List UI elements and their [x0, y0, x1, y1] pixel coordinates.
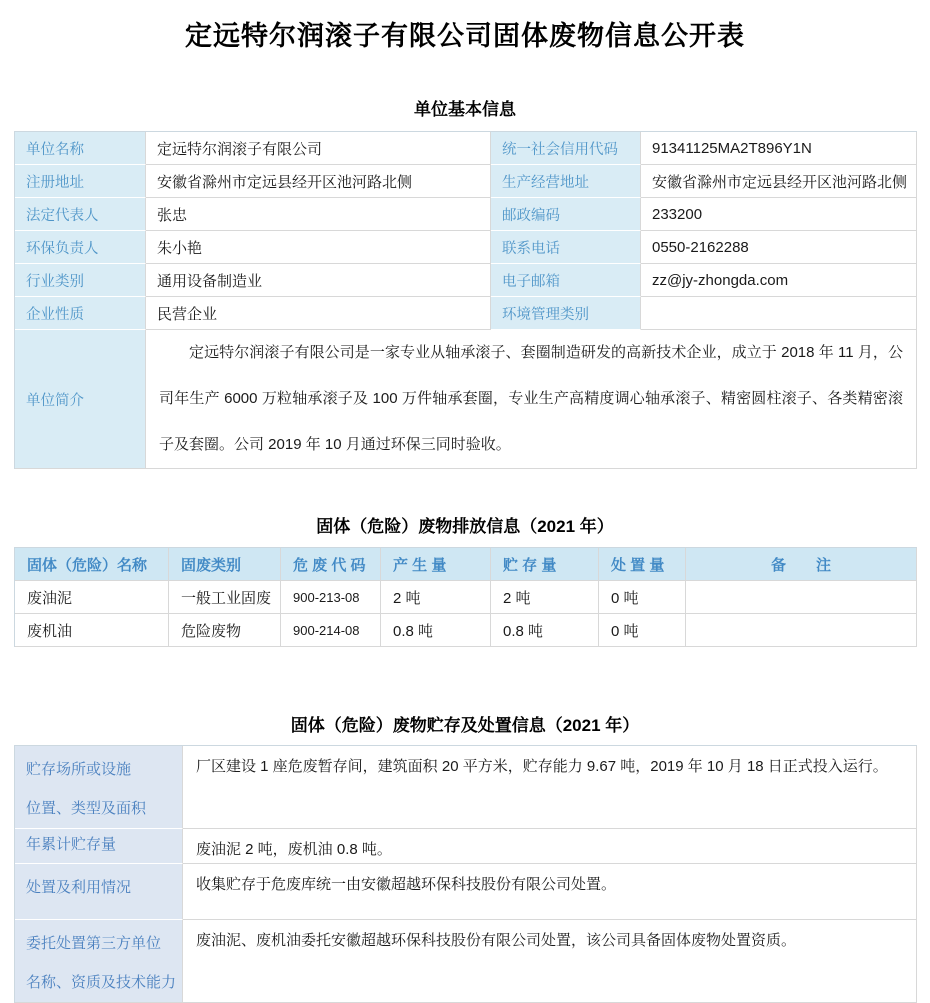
table-row — [15, 198, 917, 231]
column-header: 处 置 量 — [599, 548, 686, 581]
table-row — [15, 297, 917, 330]
produced-amount: 2 吨 — [381, 581, 491, 614]
field-value: 定远特尔润滚子有限公司 — [146, 132, 491, 165]
field-label: 单位简介 — [15, 330, 146, 469]
section-title-emission: 固体（危险）废物排放信息（2021 年） — [316, 517, 614, 536]
waste-name: 废油泥 — [15, 581, 169, 614]
produced-amount: 0.8 吨 — [381, 614, 491, 647]
field-label-line: 位置、类型及面积 — [26, 800, 147, 817]
table-row — [15, 132, 917, 165]
field-label: 行业类别 — [15, 264, 146, 297]
table-header-row — [15, 548, 917, 581]
field-label: 联系电话 — [491, 231, 641, 264]
field-label-line: 名称、资质及技术能力 — [26, 974, 177, 991]
column-header: 备 注 — [686, 548, 917, 581]
field-label — [15, 864, 183, 920]
field-value: 废油泥、废机油委托安徽超越环保科技股份有限公司处置，该公司具备固体废物处置资质。 — [183, 920, 917, 1003]
field-value: 废油泥 2 吨，废机油 0.8 吨。 — [183, 829, 917, 864]
field-label-line: 委托处置第三方单位 — [26, 935, 162, 952]
stored-amount: 2 吨 — [491, 581, 599, 614]
table-row — [15, 614, 917, 647]
field-label: 注册地址 — [15, 165, 146, 198]
field-label: 统一社会信用代码 — [491, 132, 641, 165]
waste-name: 废机油 — [15, 614, 169, 647]
table-row — [15, 231, 917, 264]
table-row — [15, 829, 917, 864]
column-header: 贮 存 量 — [491, 548, 599, 581]
waste-category: 一般工业固废 — [169, 581, 281, 614]
remark — [686, 581, 917, 614]
basic-info-table — [14, 131, 917, 469]
field-label — [15, 829, 183, 864]
field-value: 朱小艳 — [146, 231, 491, 264]
waste-code: 900-214-08 — [281, 614, 381, 647]
table-row — [15, 864, 917, 920]
field-label: 单位名称 — [15, 132, 146, 165]
section-title-storage: 固体（危险）废物贮存及处置信息（2021 年） — [290, 716, 640, 735]
section-title-basic-info: 单位基本信息 — [414, 100, 516, 119]
field-value: 民营企业 — [146, 297, 491, 330]
field-label: 环境管理类别 — [491, 297, 641, 330]
company-profile-text: 定远特尔润滚子有限公司是一家专业从轴承滚子、套圈制造研发的高新技术企业，成立于 2018 年 11 月，公司年生产 6000 万粒轴承滚子及 100 万件轴承套圈，专业生产高精度调心轴承滚子、精密圆柱滚子、各类精密滚子及套圈。公司 2019 年 10 月通过环保三同时验收。 — [146, 330, 917, 469]
field-label — [15, 746, 183, 829]
table-row-profile — [15, 330, 917, 469]
field-label — [15, 920, 183, 1003]
field-value: 通用设备制造业 — [146, 264, 491, 297]
waste-category: 危险废物 — [169, 614, 281, 647]
storage-table — [14, 745, 917, 1003]
field-value: 233200 — [641, 198, 917, 231]
stored-amount: 0.8 吨 — [491, 614, 599, 647]
column-header: 固废类别 — [169, 548, 281, 581]
field-label: 邮政编码 — [491, 198, 641, 231]
field-value: zz@jy-zhongda.com — [641, 264, 917, 297]
field-label-line: 处置及利用情况 — [26, 879, 132, 896]
field-value: 0550-2162288 — [641, 231, 917, 264]
field-value — [641, 297, 917, 330]
field-value: 收集贮存于危废库统一由安徽超越环保科技股份有限公司处置。 — [183, 864, 917, 920]
field-value: 厂区建设 1 座危废暂存间，建筑面积 20 平方米，贮存能力 9.67 吨，2019 年 10 月 18 日正式投入运行。 — [183, 746, 917, 829]
page-title: 定远特尔润滚子有限公司固体废物信息公开表 — [185, 21, 745, 51]
field-value: 张忠 — [146, 198, 491, 231]
field-label-line: 年累计贮存量 — [26, 836, 117, 853]
table-row — [15, 746, 917, 829]
field-label: 生产经营地址 — [491, 165, 641, 198]
field-label: 环保负责人 — [15, 231, 146, 264]
waste-code: 900-213-08 — [281, 581, 381, 614]
field-label: 企业性质 — [15, 297, 146, 330]
table-row — [15, 581, 917, 614]
table-row — [15, 264, 917, 297]
column-header: 产 生 量 — [381, 548, 491, 581]
column-header: 固体（危险）名称 — [15, 548, 169, 581]
table-row — [15, 165, 917, 198]
field-label: 电子邮箱 — [491, 264, 641, 297]
remark — [686, 614, 917, 647]
field-label: 法定代表人 — [15, 198, 146, 231]
disposed-amount: 0 吨 — [599, 614, 686, 647]
field-value: 安徽省滁州市定远县经开区池河路北侧 — [146, 165, 491, 198]
field-label-line: 贮存场所或设施 — [26, 761, 132, 778]
column-header: 危 废 代 码 — [281, 548, 381, 581]
field-value: 安徽省滁州市定远县经开区池河路北侧 — [641, 165, 917, 198]
table-row — [15, 920, 917, 1003]
disposed-amount: 0 吨 — [599, 581, 686, 614]
field-value: 91341125MA2T896Y1N — [641, 132, 917, 165]
emission-table — [14, 547, 917, 647]
